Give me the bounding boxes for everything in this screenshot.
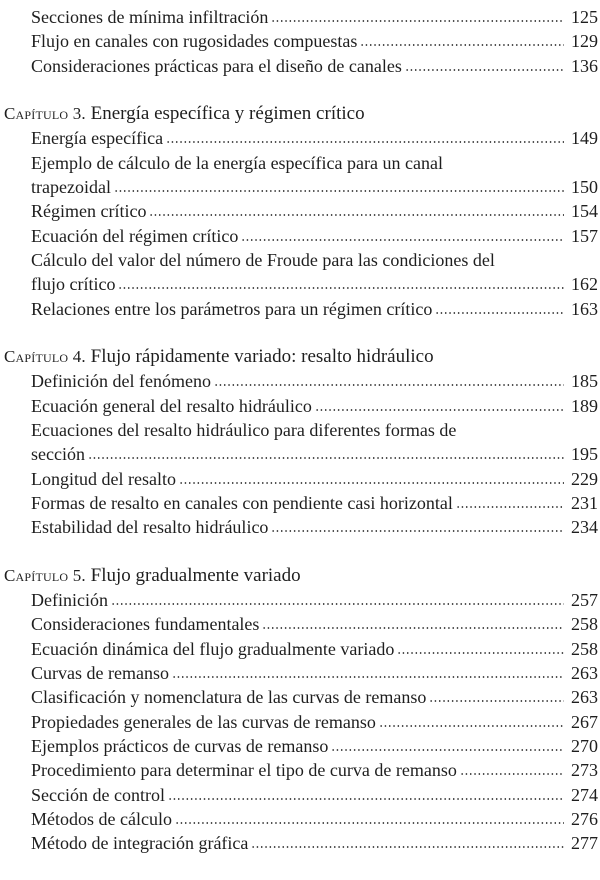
entry-title: Consideraciones prácticas para el diseño de canales xyxy=(31,55,402,76)
dot-leader xyxy=(360,43,564,47)
entry-line xyxy=(31,126,598,150)
dot-leader xyxy=(175,821,564,825)
entry-title: Ecuación del régimen crítico xyxy=(31,225,239,246)
entry-title: Procedimiento para determinar el tipo de curva de remanso xyxy=(31,760,457,781)
page-number: 277 xyxy=(571,833,598,854)
toc-entry[interactable] xyxy=(0,491,598,515)
toc-entry[interactable] xyxy=(0,126,598,150)
entry-title: Ecuación dinámica del flujo gradualmente variado xyxy=(31,638,395,659)
entry-line xyxy=(31,491,598,515)
entry-line xyxy=(31,612,598,636)
toc-entry[interactable] xyxy=(0,5,598,29)
entry-line xyxy=(31,29,598,53)
entry-line xyxy=(31,54,598,78)
toc-section xyxy=(0,345,598,539)
page-number: 162 xyxy=(571,274,598,295)
page-number: 185 xyxy=(571,371,598,392)
entry-line xyxy=(31,199,598,223)
toc-entry[interactable] xyxy=(0,29,598,53)
toc-entry[interactable] xyxy=(0,297,598,321)
entry-title: Flujo en canales con rugosidades compuestas xyxy=(31,31,358,52)
entry-title: Método de integración gráfica xyxy=(31,833,249,854)
page-number: 231 xyxy=(571,492,598,513)
entry-title: Cálculo del valor del número de Froude para las condiciones del xyxy=(31,249,495,270)
dot-leader xyxy=(271,529,564,533)
entry-title: Consideraciones fundamentales xyxy=(31,614,260,635)
toc-entry[interactable] xyxy=(0,661,598,685)
page-number: 258 xyxy=(571,638,598,659)
entry-line xyxy=(31,758,598,782)
entry-line xyxy=(31,710,598,734)
page-number: 274 xyxy=(571,784,598,805)
page-number: 129 xyxy=(571,31,598,52)
toc-entry[interactable] xyxy=(0,637,598,661)
chapter-title: Energía específica y régimen crítico xyxy=(90,103,365,125)
dot-leader xyxy=(149,213,564,217)
entry-title: Longitud del resalto xyxy=(31,468,176,489)
toc-section xyxy=(0,102,598,321)
page-number: 136 xyxy=(571,55,598,76)
chapter-title: Flujo rápidamente variado: resalto hidráulico xyxy=(90,346,434,368)
toc-entry[interactable] xyxy=(0,588,598,612)
table-of-contents xyxy=(0,5,598,880)
page-number: 125 xyxy=(571,7,598,27)
page-number: 195 xyxy=(571,444,598,465)
entry-line xyxy=(31,248,598,272)
entry-title: Curvas de remanso xyxy=(31,663,169,684)
entry-line xyxy=(31,418,598,442)
toc-entry[interactable] xyxy=(0,199,598,223)
page-number: 258 xyxy=(571,614,598,635)
toc-entry[interactable] xyxy=(0,807,598,831)
toc-section xyxy=(0,5,598,78)
entry-title: Ecuaciones del resalto hidráulico para diferentes formas de xyxy=(31,420,457,441)
chapter-title: Flujo gradualmente variado xyxy=(90,564,301,586)
dot-leader xyxy=(166,140,564,144)
toc-entry[interactable] xyxy=(0,685,598,709)
dot-leader xyxy=(271,19,564,23)
page-number: 267 xyxy=(571,711,598,732)
entry-title-continuation: sección xyxy=(31,444,85,465)
page-number: 157 xyxy=(571,225,598,246)
entry-title: Estabilidad del resalto hidráulico xyxy=(31,517,269,538)
toc-entry[interactable] xyxy=(0,758,598,782)
entry-title: Métodos de cálculo xyxy=(31,808,172,829)
toc-entry[interactable] xyxy=(0,515,598,539)
entry-title: Definición xyxy=(31,590,108,611)
entry-line xyxy=(31,783,598,807)
entry-line xyxy=(31,394,598,418)
page-number: 234 xyxy=(571,517,598,538)
dot-leader xyxy=(179,481,564,485)
entry-title: Formas de resalto en canales con pendiente casi horizontal xyxy=(31,492,453,513)
chapter-heading xyxy=(0,564,598,588)
page-number: 263 xyxy=(571,663,598,684)
chapter-label: Capítulo 5. xyxy=(4,565,86,585)
toc-entry[interactable] xyxy=(0,394,598,418)
dot-leader xyxy=(331,748,564,752)
entry-title: Régimen crítico xyxy=(31,201,147,222)
dot-leader xyxy=(168,797,564,801)
entry-title: Definición del fenómeno xyxy=(31,371,211,392)
toc-entry[interactable] xyxy=(0,612,598,636)
page-number: 150 xyxy=(571,177,598,198)
chapter-label: Capítulo 3. xyxy=(4,104,86,124)
dot-leader xyxy=(379,724,564,728)
entry-title: Ejemplos prácticos de curvas de remanso xyxy=(31,735,329,756)
entry-line xyxy=(31,442,598,466)
dot-leader xyxy=(214,383,564,387)
entry-line xyxy=(31,369,598,393)
entry-title: Sección de control xyxy=(31,784,165,805)
entry-line xyxy=(31,467,598,491)
chapter-heading xyxy=(0,102,598,126)
toc-entry[interactable] xyxy=(0,224,598,248)
dot-leader xyxy=(429,699,564,703)
page-number: 270 xyxy=(571,735,598,756)
dot-leader xyxy=(118,286,564,290)
page-number: 189 xyxy=(571,395,598,416)
entry-title-continuation: trapezoidal xyxy=(31,177,111,198)
entry-line xyxy=(31,272,598,296)
dot-leader xyxy=(114,189,564,193)
entry-line xyxy=(31,5,598,29)
entry-title: Propiedades generales de las curvas de remanso xyxy=(31,711,376,732)
entry-title: Energía específica xyxy=(31,128,164,149)
dot-leader xyxy=(241,238,564,242)
toc-entry[interactable] xyxy=(0,831,598,855)
entry-line xyxy=(31,175,598,199)
toc-entry[interactable] xyxy=(0,710,598,734)
page-number: 154 xyxy=(571,201,598,222)
chapter-label: Capítulo 4. xyxy=(4,347,86,367)
dot-leader xyxy=(111,602,564,606)
entry-line xyxy=(31,224,598,248)
dot-leader xyxy=(456,505,564,509)
entry-line xyxy=(31,637,598,661)
entry-title-continuation: flujo crítico xyxy=(31,274,116,295)
page-number: 273 xyxy=(571,760,598,781)
page-number: 163 xyxy=(571,298,598,319)
page-number: 257 xyxy=(571,590,598,611)
entry-title: Ejemplo de cálculo de la energía específica para un canal xyxy=(31,152,443,173)
dot-leader xyxy=(405,68,564,72)
entry-line xyxy=(31,685,598,709)
entry-title: Clasificación y nomenclatura de las curvas de remanso xyxy=(31,687,427,708)
entry-line xyxy=(31,151,598,175)
entry-line xyxy=(31,297,598,321)
dot-leader xyxy=(251,845,564,849)
toc-entry[interactable] xyxy=(0,369,598,393)
dot-leader xyxy=(172,675,564,679)
toc-entry[interactable] xyxy=(0,54,598,78)
dot-leader xyxy=(397,651,564,655)
toc-entry[interactable] xyxy=(0,248,598,297)
toc-entry[interactable] xyxy=(0,418,598,467)
entry-title: Relaciones entre los parámetros para un régimen crítico xyxy=(31,298,433,319)
entry-line xyxy=(31,807,598,831)
dot-leader xyxy=(460,772,564,776)
entry-title: Ecuación general del resalto hidráulico xyxy=(31,395,312,416)
page-number: 276 xyxy=(571,808,598,829)
dot-leader xyxy=(435,311,564,315)
entry-line xyxy=(31,734,598,758)
page-number: 229 xyxy=(571,468,598,489)
chapter-heading xyxy=(0,345,598,369)
entry-line xyxy=(31,588,598,612)
entry-line xyxy=(31,831,598,855)
toc-entry[interactable] xyxy=(0,151,598,200)
toc-entry[interactable] xyxy=(0,734,598,758)
page-number: 149 xyxy=(571,128,598,149)
dot-leader xyxy=(315,408,564,412)
toc-entry[interactable] xyxy=(0,467,598,491)
entry-title: Secciones de mínima infiltración xyxy=(31,7,269,27)
toc-entry[interactable] xyxy=(0,783,598,807)
dot-leader xyxy=(88,456,564,460)
page-number: 263 xyxy=(571,687,598,708)
dot-leader xyxy=(262,626,564,630)
toc-section xyxy=(0,564,598,856)
entry-line xyxy=(31,515,598,539)
entry-line xyxy=(31,661,598,685)
